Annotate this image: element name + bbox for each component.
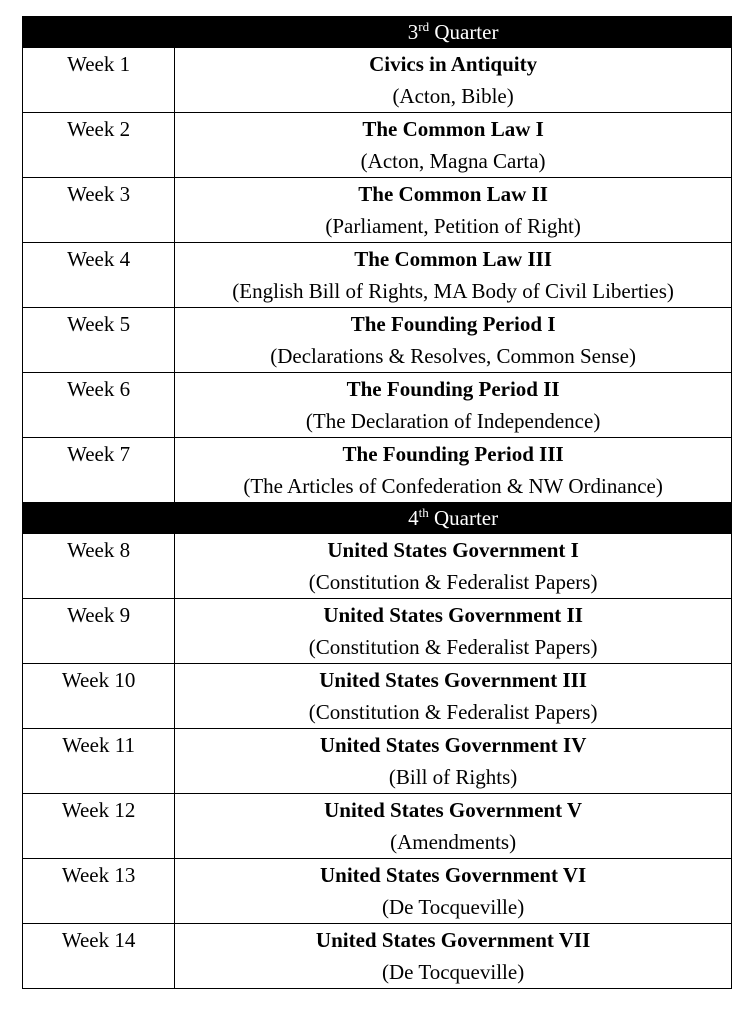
topic-sources: (Parliament, Petition of Right) [325, 214, 581, 238]
table-row [23, 48, 732, 113]
topic-sources: (The Articles of Confederation & NW Ordinance) [243, 474, 663, 498]
topic-sources: (Constitution & Federalist Papers) [308, 635, 598, 659]
quarter-label-text: Quarter [433, 506, 499, 530]
topic-sources: (Acton, Magna Carta) [360, 149, 546, 173]
topic-sources: (The Declaration of Independence) [305, 409, 601, 433]
topic-sources: (Acton, Bible) [392, 84, 514, 108]
topic-title: The Founding Period II [346, 377, 560, 401]
quarter-header-blank-cell [23, 17, 175, 48]
quarter-header [175, 17, 732, 48]
topic-cell [175, 599, 732, 664]
week-label: Week 14 [23, 924, 175, 989]
topic-cell [175, 178, 732, 243]
week-label: Week 5 [23, 308, 175, 373]
topic-title: The Common Law II [358, 182, 548, 206]
week-label: Week 6 [23, 373, 175, 438]
week-label: Week 1 [23, 48, 175, 113]
topic-sources: (Bill of Rights) [388, 765, 518, 789]
topic-sources: (Amendments) [390, 830, 517, 854]
table-row [23, 599, 732, 664]
week-label: Week 11 [23, 729, 175, 794]
week-label: Week 7 [23, 438, 175, 503]
topic-title: Civics in Antiquity [369, 52, 538, 76]
table-row [23, 729, 732, 794]
topic-cell [175, 243, 732, 308]
table-row [23, 438, 732, 503]
week-label: Week 2 [23, 113, 175, 178]
table-row [23, 308, 732, 373]
topic-sources: (De Tocqueville) [382, 895, 525, 919]
week-label: Week 9 [23, 599, 175, 664]
topic-title: United States Government V [324, 798, 583, 822]
table-row [23, 534, 732, 599]
week-label: Week 8 [23, 534, 175, 599]
table-row [23, 924, 732, 989]
table-row [23, 664, 732, 729]
topic-cell [175, 113, 732, 178]
topic-sources: (De Tocqueville) [382, 960, 525, 984]
topic-cell [175, 859, 732, 924]
table-row [23, 373, 732, 438]
topic-cell [175, 729, 732, 794]
topic-sources: (Constitution & Federalist Papers) [308, 570, 598, 594]
topic-sources: (Constitution & Federalist Papers) [308, 700, 598, 724]
quarter-ordinal-suffix: rd [418, 19, 430, 34]
table-row [23, 243, 732, 308]
quarter-header-row [23, 17, 732, 48]
topic-sources: (Declarations & Resolves, Common Sense) [270, 344, 636, 368]
quarter-header-row [23, 503, 732, 534]
quarter-header-blank-cell [23, 503, 175, 534]
quarter-ordinal: 4 [408, 506, 419, 530]
quarter-label-text: Quarter [434, 20, 499, 44]
week-label: Week 10 [23, 664, 175, 729]
week-label: Week 3 [23, 178, 175, 243]
topic-cell [175, 438, 732, 503]
schedule-table [22, 16, 732, 989]
schedule-body [23, 17, 732, 989]
week-label: Week 13 [23, 859, 175, 924]
topic-cell [175, 924, 732, 989]
topic-cell [175, 308, 732, 373]
topic-title: The Founding Period I [350, 312, 556, 336]
topic-title: United States Government I [327, 538, 579, 562]
table-row [23, 113, 732, 178]
topic-title: United States Government IV [319, 733, 587, 757]
topic-cell [175, 664, 732, 729]
topic-cell [175, 794, 732, 859]
topic-title: The Common Law III [354, 247, 552, 271]
table-row [23, 794, 732, 859]
quarter-ordinal-suffix: th [418, 505, 429, 520]
quarter-ordinal: 3 [407, 20, 419, 44]
week-label: Week 4 [23, 243, 175, 308]
table-row [23, 859, 732, 924]
topic-cell [175, 534, 732, 599]
week-label: Week 12 [23, 794, 175, 859]
topic-title: United States Government III [319, 668, 587, 692]
topic-title: United States Government VI [320, 863, 587, 887]
topic-cell [175, 48, 732, 113]
topic-sources: (English Bill of Rights, MA Body of Civil Liberties) [232, 279, 674, 303]
topic-title: United States Government II [323, 603, 583, 627]
topic-title: United States Government VII [315, 928, 591, 952]
topic-title: The Founding Period III [342, 442, 564, 466]
quarter-header [175, 503, 732, 534]
table-row [23, 178, 732, 243]
topic-title: The Common Law I [362, 117, 544, 141]
topic-cell [175, 373, 732, 438]
